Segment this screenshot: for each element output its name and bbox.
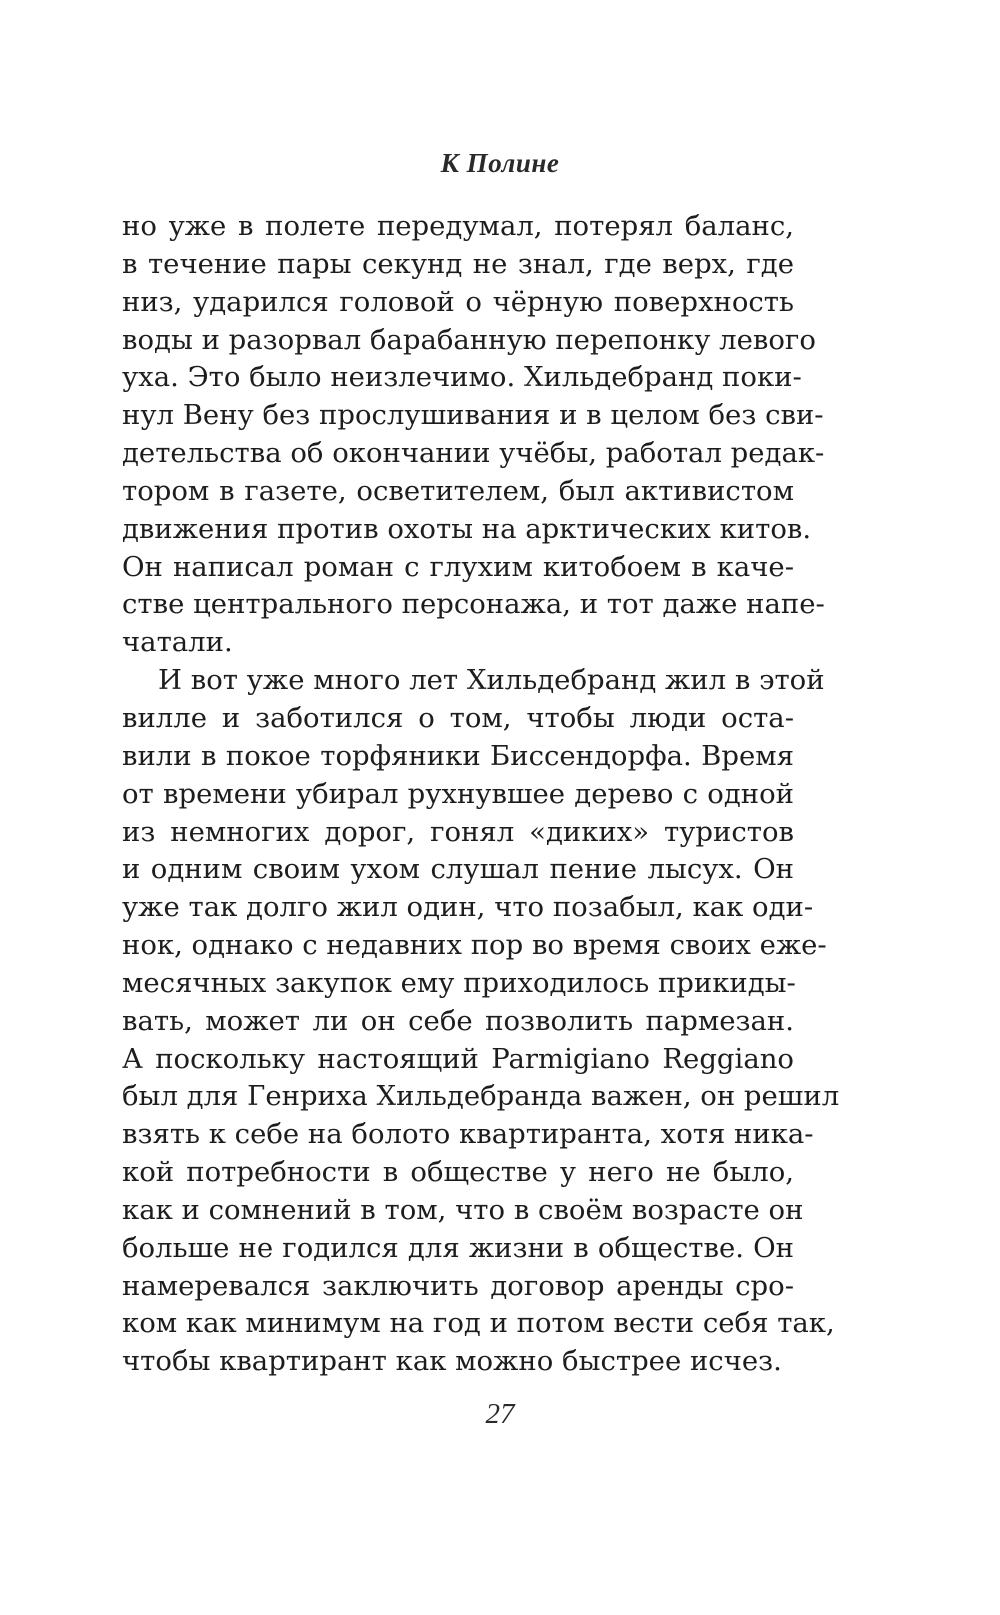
text-line: взять к себе на болото квартиранта, хотя ника- [122, 1118, 814, 1151]
text-line: больше не годился для жизни в обществе. Он [122, 1231, 794, 1264]
text-line: из немногих дорог, гонял «диких» туристов [122, 815, 794, 848]
text-line: И вот уже много лет Хильдебранд жил в этой [158, 664, 825, 697]
paragraph [122, 208, 825, 662]
text-line: низ, ударился головой о чёрную поверхность [122, 285, 794, 318]
text-line: как и сомнений в том, что в своём возрасте он [122, 1193, 804, 1226]
text-line: намеревался заключить договор аренды сро- [122, 1269, 794, 1302]
text-line: ком как минимум на год и потом вести себя так, [122, 1307, 835, 1340]
text-line: Он написал роман с глухим китобоем в каче- [122, 550, 794, 583]
text-line: нул Вену без прослушивания и в целом без сви- [122, 399, 824, 432]
text-line: месячных закупок ему приходилось прикиды- [122, 966, 796, 999]
text-line: движения против охоты на арктических китов. [122, 512, 812, 545]
text-line: и одним своим ухом слушал пение лысух. Он [122, 853, 794, 886]
page-number: 27 [485, 1398, 515, 1430]
text-line: от времени убирал рухнувшее дерево с одной [122, 777, 794, 810]
text-line: А поскольку настоящий Parmigiano Reggiano [122, 1042, 794, 1075]
text-line: уже так долго жил один, что позабыл, как оди- [122, 891, 814, 924]
text-line: чтобы квартирант как можно быстрее исчез. [122, 1345, 782, 1378]
text-line: кой потребности в обществе у него не было, [122, 1156, 794, 1189]
text-line: воды и разорвал барабанную перепонку левого [122, 323, 816, 356]
text-line: вилле и заботился о том, чтобы люди оста- [122, 701, 794, 734]
text-line: уха. Это было неизлечимо. Хильдебранд поки- [122, 361, 802, 394]
text-line: был для Генриха Хильдебранда важен, он решил [122, 1080, 840, 1113]
text-line: тором в газете, осветителем, был активистом [122, 474, 794, 507]
text-line: но уже в полете передумал, потерял баланс, [122, 210, 794, 242]
text-line: в течение пары секунд не знал, где верх, где [122, 247, 794, 280]
text-line: чатали. [122, 626, 233, 659]
paragraph [122, 662, 840, 1381]
text-line: стве центрального персонажа, и тот даже напе- [122, 588, 825, 621]
running-head: К Полине [440, 148, 560, 178]
text-line: вать, может ли он себе позволить пармезан. [122, 1004, 794, 1037]
text-line: детельства об окончании учёбы, работал редак- [122, 437, 825, 470]
text-line: нок, однако с недавних пор во время своих еже- [122, 929, 827, 962]
text-line: вили в покое торфяники Биссендорфа. Время [122, 739, 794, 772]
body-text [122, 208, 840, 1381]
